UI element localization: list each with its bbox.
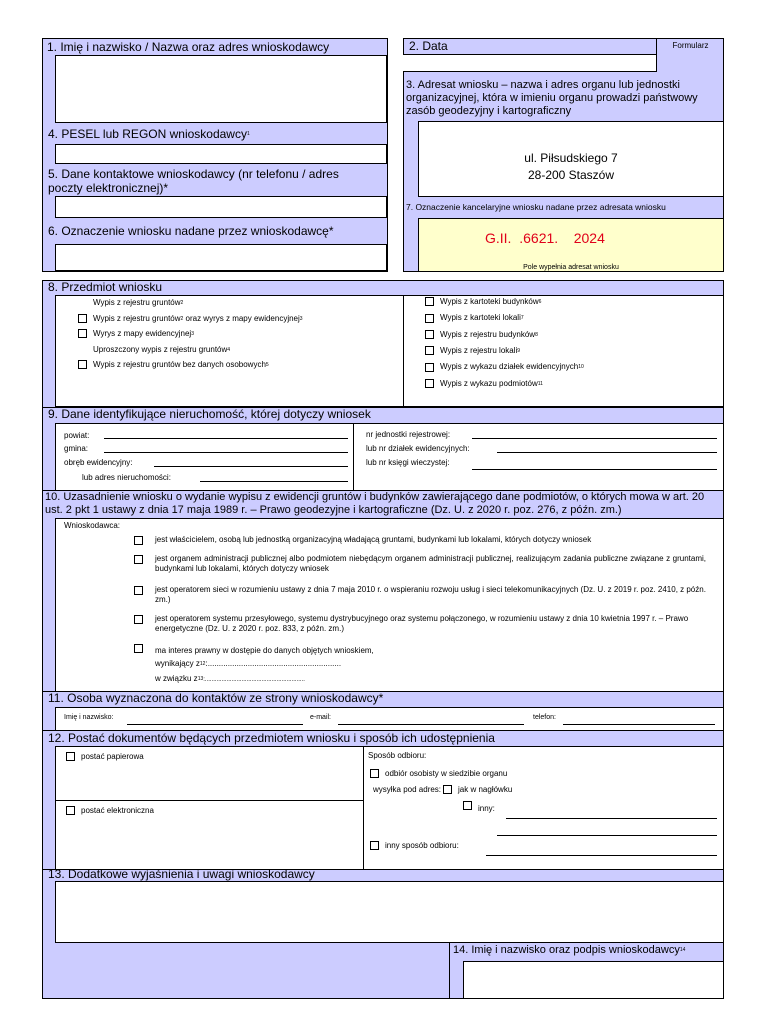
section-6-title: 6. Oznaczenie wniosku nadane przez wnioskodawcę* xyxy=(48,224,334,238)
contact-phone-label: telefon: xyxy=(533,714,556,721)
delivery-method-label: Sposób odbioru: xyxy=(368,751,427,760)
form-panel-divider xyxy=(55,800,364,801)
obreb-input[interactable] xyxy=(154,466,348,467)
section-11-title: 11. Osoba wyznaczona do kontaktów ze strony wnioskodawcy* xyxy=(48,691,384,705)
other-method-label: inny sposób odbioru: xyxy=(385,841,459,850)
wzwiazku-dots[interactable]: :............................................................ xyxy=(203,677,305,683)
other-address-input-2[interactable] xyxy=(497,835,717,836)
addressee-line-2: 28-200 Staszów xyxy=(527,168,615,182)
option-5-text: ma interes prawny w dostępie do danych objętych wnioskiem, xyxy=(155,646,374,655)
section-14-title: 14. Imię i nazwisko oraz podpis wnioskodawcy$^{14}$ xyxy=(453,944,686,956)
gmina-label: gmina: xyxy=(64,444,89,453)
property-divider xyxy=(353,423,354,491)
pickup-option[interactable] xyxy=(370,769,507,779)
office-sign-field xyxy=(418,218,724,272)
checkbox-other-address[interactable] xyxy=(463,801,472,810)
section-4-title: 4. PESEL lub REGON wnioskodawcy$^1$ xyxy=(48,127,250,141)
subject-left-item[interactable]: Wyrys z mapy ewidencyjnej$^3$ xyxy=(78,329,194,339)
dzialki-input[interactable] xyxy=(497,452,717,453)
subject-left-item[interactable]: Wypis z rejestru gruntów bez danych osobowych$^5$ xyxy=(78,360,269,370)
option-4-text: jest operatorem systemu przesyłowego, systemu dystrybucyjnego oraz systemu połączonego, w rozumieniu ustawy z dnia 10 kwietnia 1997 r. – Prawo energetyczne (Dz. U. z 2020 r. poz. 833, z późn. zm.) xyxy=(155,614,689,633)
jednostka-label: nr jednostki rejestrowej: xyxy=(366,430,451,439)
obreb-label: obręb ewidencyjny: xyxy=(64,458,133,467)
subject-right-item[interactable]: Wypis z kartoteki budynków$^6$ xyxy=(425,297,541,307)
subject-right-item[interactable]: Wypis z rejestru lokali$^9$ xyxy=(425,346,520,356)
contact-name-label: Imię i nazwisko: xyxy=(64,714,114,721)
subject-right-label: Wypis z wykazu działek ewidencyjnych xyxy=(440,362,579,372)
checkbox-electronic[interactable] xyxy=(66,806,75,815)
checkbox-pickup[interactable] xyxy=(370,769,379,778)
justification-option-5[interactable] xyxy=(134,643,706,656)
paper-option[interactable] xyxy=(66,752,144,762)
pickup-label: odbiór osobisty w siedzibie organu xyxy=(385,769,508,778)
signature-field[interactable] xyxy=(463,961,724,999)
paper-label: postać papierowa xyxy=(81,752,144,761)
subject-right-checkbox[interactable] xyxy=(425,346,434,355)
checkbox-other-method[interactable] xyxy=(370,841,379,850)
option-1-text: jest właścicielem, osobą lub jednostką organizacyjną władającą gruntami, budynkami lub lokalami, których dotyczy wniosek xyxy=(155,535,592,544)
pesel-field[interactable] xyxy=(55,144,387,164)
powiat-label: powiat: xyxy=(64,431,90,440)
section-7-title: 7. Oznaczenie kancelaryjne wniosku nadane przez adresata wniosku xyxy=(406,202,666,212)
address-label: lub adres nieruchomości: xyxy=(82,473,171,482)
subject-right-label: Wypis z kartoteki budynków xyxy=(440,297,539,306)
wynikajacy-dots[interactable]: :............................................................ xyxy=(205,659,342,668)
other-address-option[interactable] xyxy=(463,804,495,814)
section-5-title: 5. Dane kontaktowe wnioskodawcy (nr telefonu / adres poczty elektronicznej)* xyxy=(48,167,339,195)
addressee-line-1: ul. Piłsudskiego 7 xyxy=(524,151,618,165)
delivery-panel xyxy=(363,746,724,870)
subject-left-label: Uproszczony wypis z rejestru gruntów xyxy=(93,344,228,354)
subject-right-label: Wypis z kartoteki lokali xyxy=(440,313,521,323)
subject-left-checkbox[interactable] xyxy=(78,314,87,323)
subject-right-label: Wypis z rejestru budynków xyxy=(440,329,536,339)
checkbox-telecom-operator[interactable] xyxy=(134,586,143,595)
remarks-field[interactable] xyxy=(55,881,724,943)
subject-right-checkbox[interactable] xyxy=(425,330,434,339)
subject-right-item[interactable]: Wypis z rejestru budynków$^8$ xyxy=(425,330,538,340)
gmina-input[interactable] xyxy=(104,452,348,453)
header-address-label: jak w nagłówku xyxy=(458,785,513,794)
office-sign-value: G.II. .6621. 2024 xyxy=(485,230,605,246)
electronic-option[interactable] xyxy=(66,806,154,816)
contact-phone-input[interactable] xyxy=(563,724,715,725)
section-9-title: 9. Dane identyfikujące nieruchomość, której dotyczy wniosek xyxy=(48,407,371,421)
wzwiazku-label: w związku z xyxy=(155,674,198,683)
contact-email-input[interactable] xyxy=(338,724,524,725)
wzwiazku-row: w związku $z^{13}$:............................................................ xyxy=(155,674,305,683)
section-3-title: 3. Adresat wniosku – nazwa i adres organu lub jednostki organizacyjnej, która w imieniu organu prowadzi państwowy zasób geodezyjny i kartograficzny xyxy=(406,79,698,117)
checkbox-owner[interactable] xyxy=(134,536,143,545)
section-8-title: 8. Przedmiot wniosku xyxy=(48,280,163,294)
contact-email-label: e-mail: xyxy=(310,714,332,721)
subject-left-checkbox[interactable] xyxy=(78,329,87,338)
contact-data-field[interactable] xyxy=(55,196,387,218)
subject-right-item[interactable]: Wypis z wykazu działek ewidencyjnych$^{10}$ xyxy=(425,362,584,372)
applicant-name-field[interactable] xyxy=(55,55,387,123)
wynikajacy-row: wynikający $z^{12}$:............................................................ xyxy=(155,659,342,668)
contact-name-input[interactable] xyxy=(127,724,303,725)
signature-divider xyxy=(449,943,450,999)
subject-left-checkbox[interactable] xyxy=(78,360,87,369)
checkbox-energy-operator[interactable] xyxy=(134,615,143,624)
section-2-title: 2. Data xyxy=(409,39,448,53)
ksiega-label: lub nr księgi wieczystej: xyxy=(366,458,450,467)
wynikajacy-label: wynikający z xyxy=(155,659,200,668)
subject-left-item[interactable]: Uproszczony wypis z rejestru gruntów$^4$ xyxy=(93,344,231,354)
justification-option-2[interactable] xyxy=(134,554,706,574)
subject-left-label: Wypis z rejestru gruntów xyxy=(93,313,181,323)
checkbox-legal-interest[interactable] xyxy=(134,644,143,653)
subject-right-item[interactable]: Wypis z kartoteki lokali$^7$ xyxy=(425,313,524,323)
other-address-label: inny: xyxy=(478,804,495,813)
jednostka-input[interactable] xyxy=(472,438,717,439)
option-3-text: jest operatorem sieci w rozumieniu ustawy z dnia 7 maja 2010 r. o wspieraniu rozwoju usług i sieci telekomunikacyjnych (Dz. U. z 2019 r. poz. 2410, z późn. zm.) xyxy=(155,585,706,604)
form-label-box xyxy=(656,38,724,72)
option-2-text: jest organem administracji publicznej albo podmiotem niebędącym organem administracji publicznej, realizującym zadania publiczne związane z gruntami, budynkami lub lokalami, których dotyczy wniosek xyxy=(155,554,706,573)
electronic-label: postać elektroniczna xyxy=(81,806,154,815)
subject-left-label: Wypis z rejestru gruntów xyxy=(93,298,181,307)
subject-right-item[interactable]: Wypis z wykazu podmiotów$^{11}$ xyxy=(425,379,543,389)
other-method-input[interactable] xyxy=(486,855,717,856)
section-10-title: 10. Uzasadnienie wniosku o wydanie wypisu z ewidencji gruntów i budynków zawierającego dane podmiotów, o których mowa w art. 20 ust. 2 pkt 1 ustawy z dnia 17 maja 1989 r. – Prawo geodezyjne i kartograficzne (Dz. U. z 2020 r. poz. 276, z późn. zm.) xyxy=(45,491,705,516)
section-12-title: 12. Postać dokumentów będących przedmiotem wniosku i sposób ich udostępnienia xyxy=(48,731,495,745)
other-address-input-1[interactable] xyxy=(506,818,717,819)
subject-left-item[interactable]: Wypis z rejestru gruntów$^2$ xyxy=(93,298,184,307)
checkbox-public-authority[interactable] xyxy=(134,555,143,564)
mail-label: wysyłka pod adres: xyxy=(373,785,442,794)
subject-left-label: Wyrys z mapy ewidencyjnej xyxy=(93,329,192,338)
checkbox-header-address[interactable] xyxy=(443,785,452,794)
subject-right-label: Wypis z rejestru lokali xyxy=(440,345,518,355)
applicant-reference-field[interactable] xyxy=(55,244,387,271)
subject-right-checkbox[interactable] xyxy=(425,363,434,372)
subject-right-checkbox[interactable] xyxy=(425,297,434,306)
subject-left-item[interactable]: Wypis z rejestru gruntów$^2$ oraz wyrys z mapy ewidencyjnej$^3$ xyxy=(78,314,303,324)
mail-option xyxy=(373,785,512,795)
other-method-option[interactable] xyxy=(370,841,459,851)
justification-option-4[interactable] xyxy=(134,614,706,634)
subject-right-label: Wypis z wykazu podmiotów xyxy=(440,378,538,388)
contact-person-panel xyxy=(55,707,724,731)
ksiega-input[interactable] xyxy=(472,469,717,470)
formularz-label: Formularz xyxy=(672,41,709,50)
dzialki-label: lub nr działek ewidencyjnych: xyxy=(366,444,470,453)
justification-option-3[interactable] xyxy=(134,585,706,605)
address-input[interactable] xyxy=(200,481,348,482)
subject-right-checkbox[interactable] xyxy=(425,379,434,388)
subject-left-label: Wypis z rejestru gruntów bez danych osobowych xyxy=(93,360,266,369)
wnioskodawca-label: Wnioskodawca: xyxy=(64,521,121,530)
checkbox-paper[interactable] xyxy=(66,752,75,761)
powiat-input[interactable] xyxy=(104,438,348,439)
date-field[interactable] xyxy=(403,54,657,72)
addressee-field xyxy=(418,121,724,197)
section-13-title: 13. Dodatkowe wyjaśnienia i uwagi wnioskodawcy xyxy=(48,867,315,881)
subject-right-checkbox[interactable] xyxy=(425,314,434,323)
section-1-title: 1. Imię i nazwisko / Nazwa oraz adres wnioskodawcy xyxy=(47,40,330,54)
office-sign-note: Pole wypełnia adresat wniosku xyxy=(523,264,619,271)
justification-option-1[interactable] xyxy=(134,535,714,545)
